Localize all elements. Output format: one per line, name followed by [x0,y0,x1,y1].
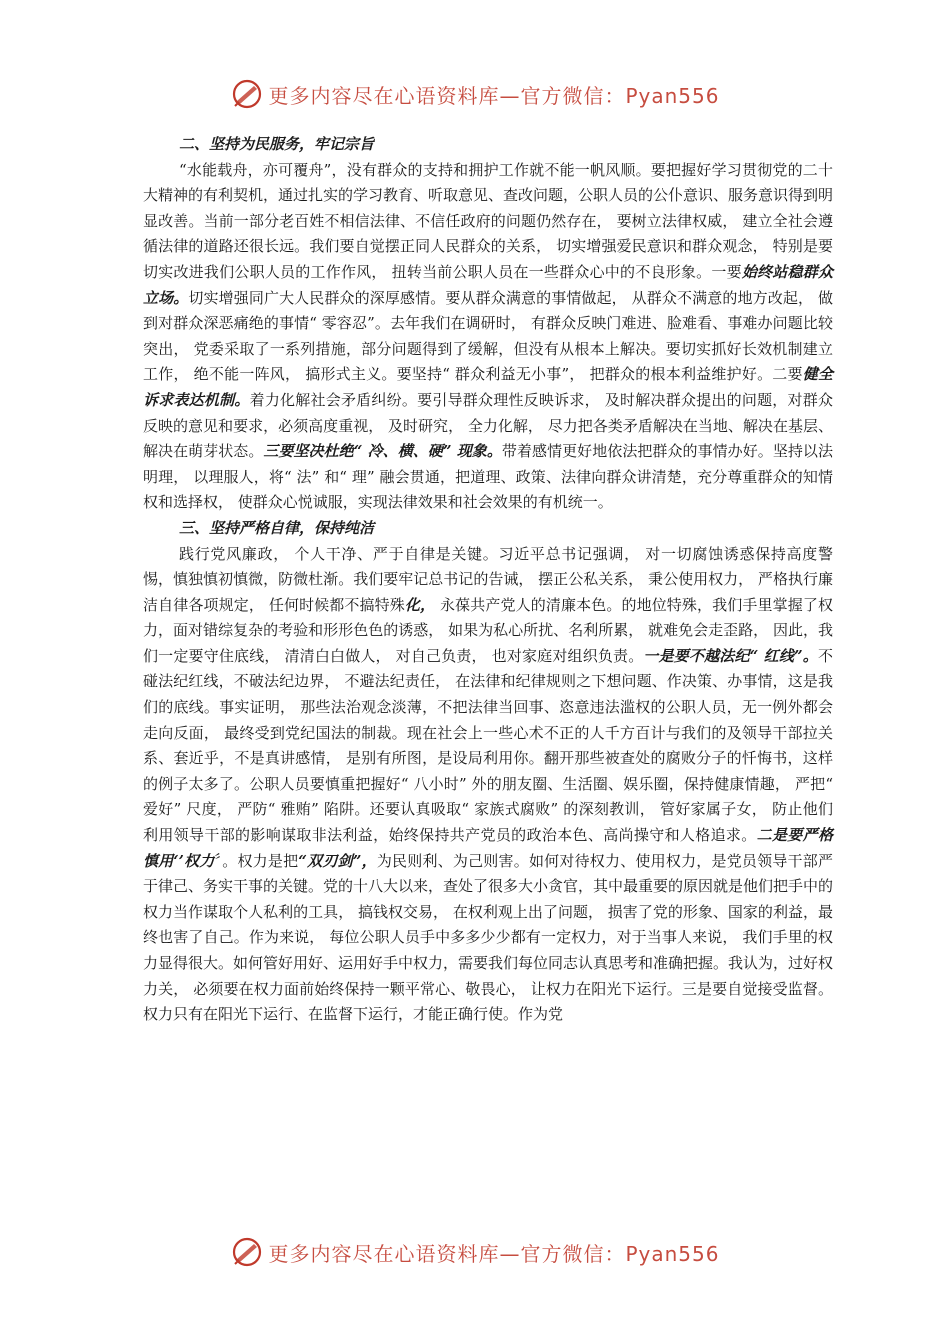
text-run: 〞。权力是把 [214,851,299,870]
text-run: “水能载舟，亦可覆舟”，没有群众的支持和拥护工作就不能一帆风顺。要把握好学习贯彻党的二十大精神的有利契机，通过扎实的学习教育、听取意见、查改问题，公职人员的公仆意识、服务意识得到明显改善。当前一部分老百姓不相信法律、不信任政府的问题仍然存在， 要树立法律权威， 建立全社会遵循法律的道路还很长远。我们要自觉摆正同人民群众的关系， 切实增强爱民意识和群众观念， 特别是要切实改进我们公职人员的工作作风， 扭转当前公职人员在一些群众心中的不良形象。一要 [143,160,834,281]
text-run: 践行党风廉政， 个人干净、严于自律是关键。习近平总书记强调， 对一切腐蚀诱惑保持高度警惕，慎独慎初慎微，防微杜渐。我们要牢记总书记的告诫， 摆正公私关系， 秉公使用权力， 严格执行廉洁自律各项规定， 任何时候都不搞特殊 [143,544,833,614]
section-heading-2: 二、坚持为民服务，牢记宗旨 [179,135,375,153]
text-run: 不碰法纪红线，不破法纪边界， 不避法纪责任， 在法律和纪律规则之下想问题、作决策、办事情，这是我们的底线。事实证明， 那些法治观念淡薄，不把法律当回事、恣意违法滥权的公职人员，无一例外都会走向反面， 最终受到党纪国法的制裁。现在社会上一些心术不正的人千方百计与我们的及领导干部拉关系、套近乎，不是真讲感情， 是别有所图，是设局利用你。翻开那些被查处的腐败分子的忏悔书，这样的例子太多了。公职人员要慎重把握好“ 八小时” 外的朋友圈、生活圈、娱乐圈，保持健康情趣， 严把“ 爱好” 尺度， 严防“ 雅贿” 陷阱。还要认真吸取“ 家族式腐败” 的深刻教训， 管好家属子女， 防止他们利用领导干部的影响谋取非法利益，始终保持共产党员的政治本色、高尚操守和人格追求。 [143,646,833,845]
watermark-text: 更多内容尽在心语资料库—官方微信：Pyan556 [268,1241,720,1266]
section-paragraph-2 [143,158,833,516]
bold-run: 一是要不越法纪“ 红线”。 [643,646,818,665]
pen-logo-icon [230,1235,264,1269]
bold-run: “双刃剑”， [298,851,377,870]
text-run: 切实增强同广大人民群众的深厚感情。要从群众满意的事情做起， 从群众不满意的地方改起， 做到对群众深恶痛绝的事情“ 零容忍”。去年我们在调研时， 有群众反映门难进、脸难看、事难办问题比较突出， 党委采取了一系列措施，部分问题得到了缓解，但没有从根本上解决。要切实抓好长效机制建立工作， 绝不能一阵风， 搞形式主义。要坚持“ 群众利益无小事”， 把群众的根本利益维护好。二要 [143,288,833,384]
pen-logo-icon [230,77,264,111]
text-run: 着力化解社会矛盾纠纷。要引导群众理性反映诉求， 及时解决群众提出的问题，对群众反映的意见和要求，必须高度重视， 及时研究， 全力化解， 尽力把各类矛盾解决在当地、解决在基层、解决在萌芽状态。 [143,390,833,461]
section-paragraph-3 [143,542,833,1028]
watermark-text: 更多内容尽在心语资料库—官方微信：Pyan556 [268,83,720,108]
bold-run: 始终站稳群众立场。 [143,262,833,307]
footer-watermark [0,1230,950,1274]
bold-run: 三要坚决杜绝“ 冷、横、硬” 现象。 [263,442,502,461]
text-run: 为民则利、为己则害。如何对待权力、使用权力，是党员领导干部严于律己、务实干事的关键。党的十八大以来，查处了很多大小贪官，其中最重要的原因就是他们把手中的权力当作谋取个人私利的工具， 搞钱权交易， 在权利观上出了问题， 损害了党的形象、国家的利益，最终也害了自己。作为来说， 每位公职人员手中多多少少都有一定权力，对于当事人来说， 我们手里的权力显得很大。如何管好用好、运用好手中权力，需要我们每位同志认真思考和准确把握。我认为，过好权力关， 必须要在权力面前始终保持一颗平常心、敬畏心， 让权力在阳光下运行。三是要自觉接受监督。权力只有在阳光下运行、在监督下运行，才能正确行使。作为党 [143,851,834,1024]
bold-run: 二是要严格慎用‘’权力 [143,826,833,870]
bold-run: 健全诉求表达机制。 [143,365,833,409]
bold-run: 化， [404,595,436,614]
document-body [143,132,833,1028]
text-run: 带着感情更好地依法把群众的事情办好。坚持以法明理， 以理服人，将“ 法” 和“ 理” 融会贯通，把道理、政策、法律向群众讲清楚，充分尊重群众的知情权和选择权， 使群众心悦诚服，实现法律效果和社会效果的有机统一。 [143,442,833,512]
text-run: 永葆共产党人的清廉本色。的地位特殊，我们手里掌握了权力，面对错综复杂的考验和形形色色的诱惑， 如果为私心所扰、名利所累， 就难免会走歪路， 因此，我们一定要守住底线， 清清白白做人， 对自己负责， 也对家庭对组织负责。 [143,595,833,665]
section-heading-3: 三、坚持严格自律，保持纯洁 [179,518,375,537]
header-watermark [0,72,950,116]
